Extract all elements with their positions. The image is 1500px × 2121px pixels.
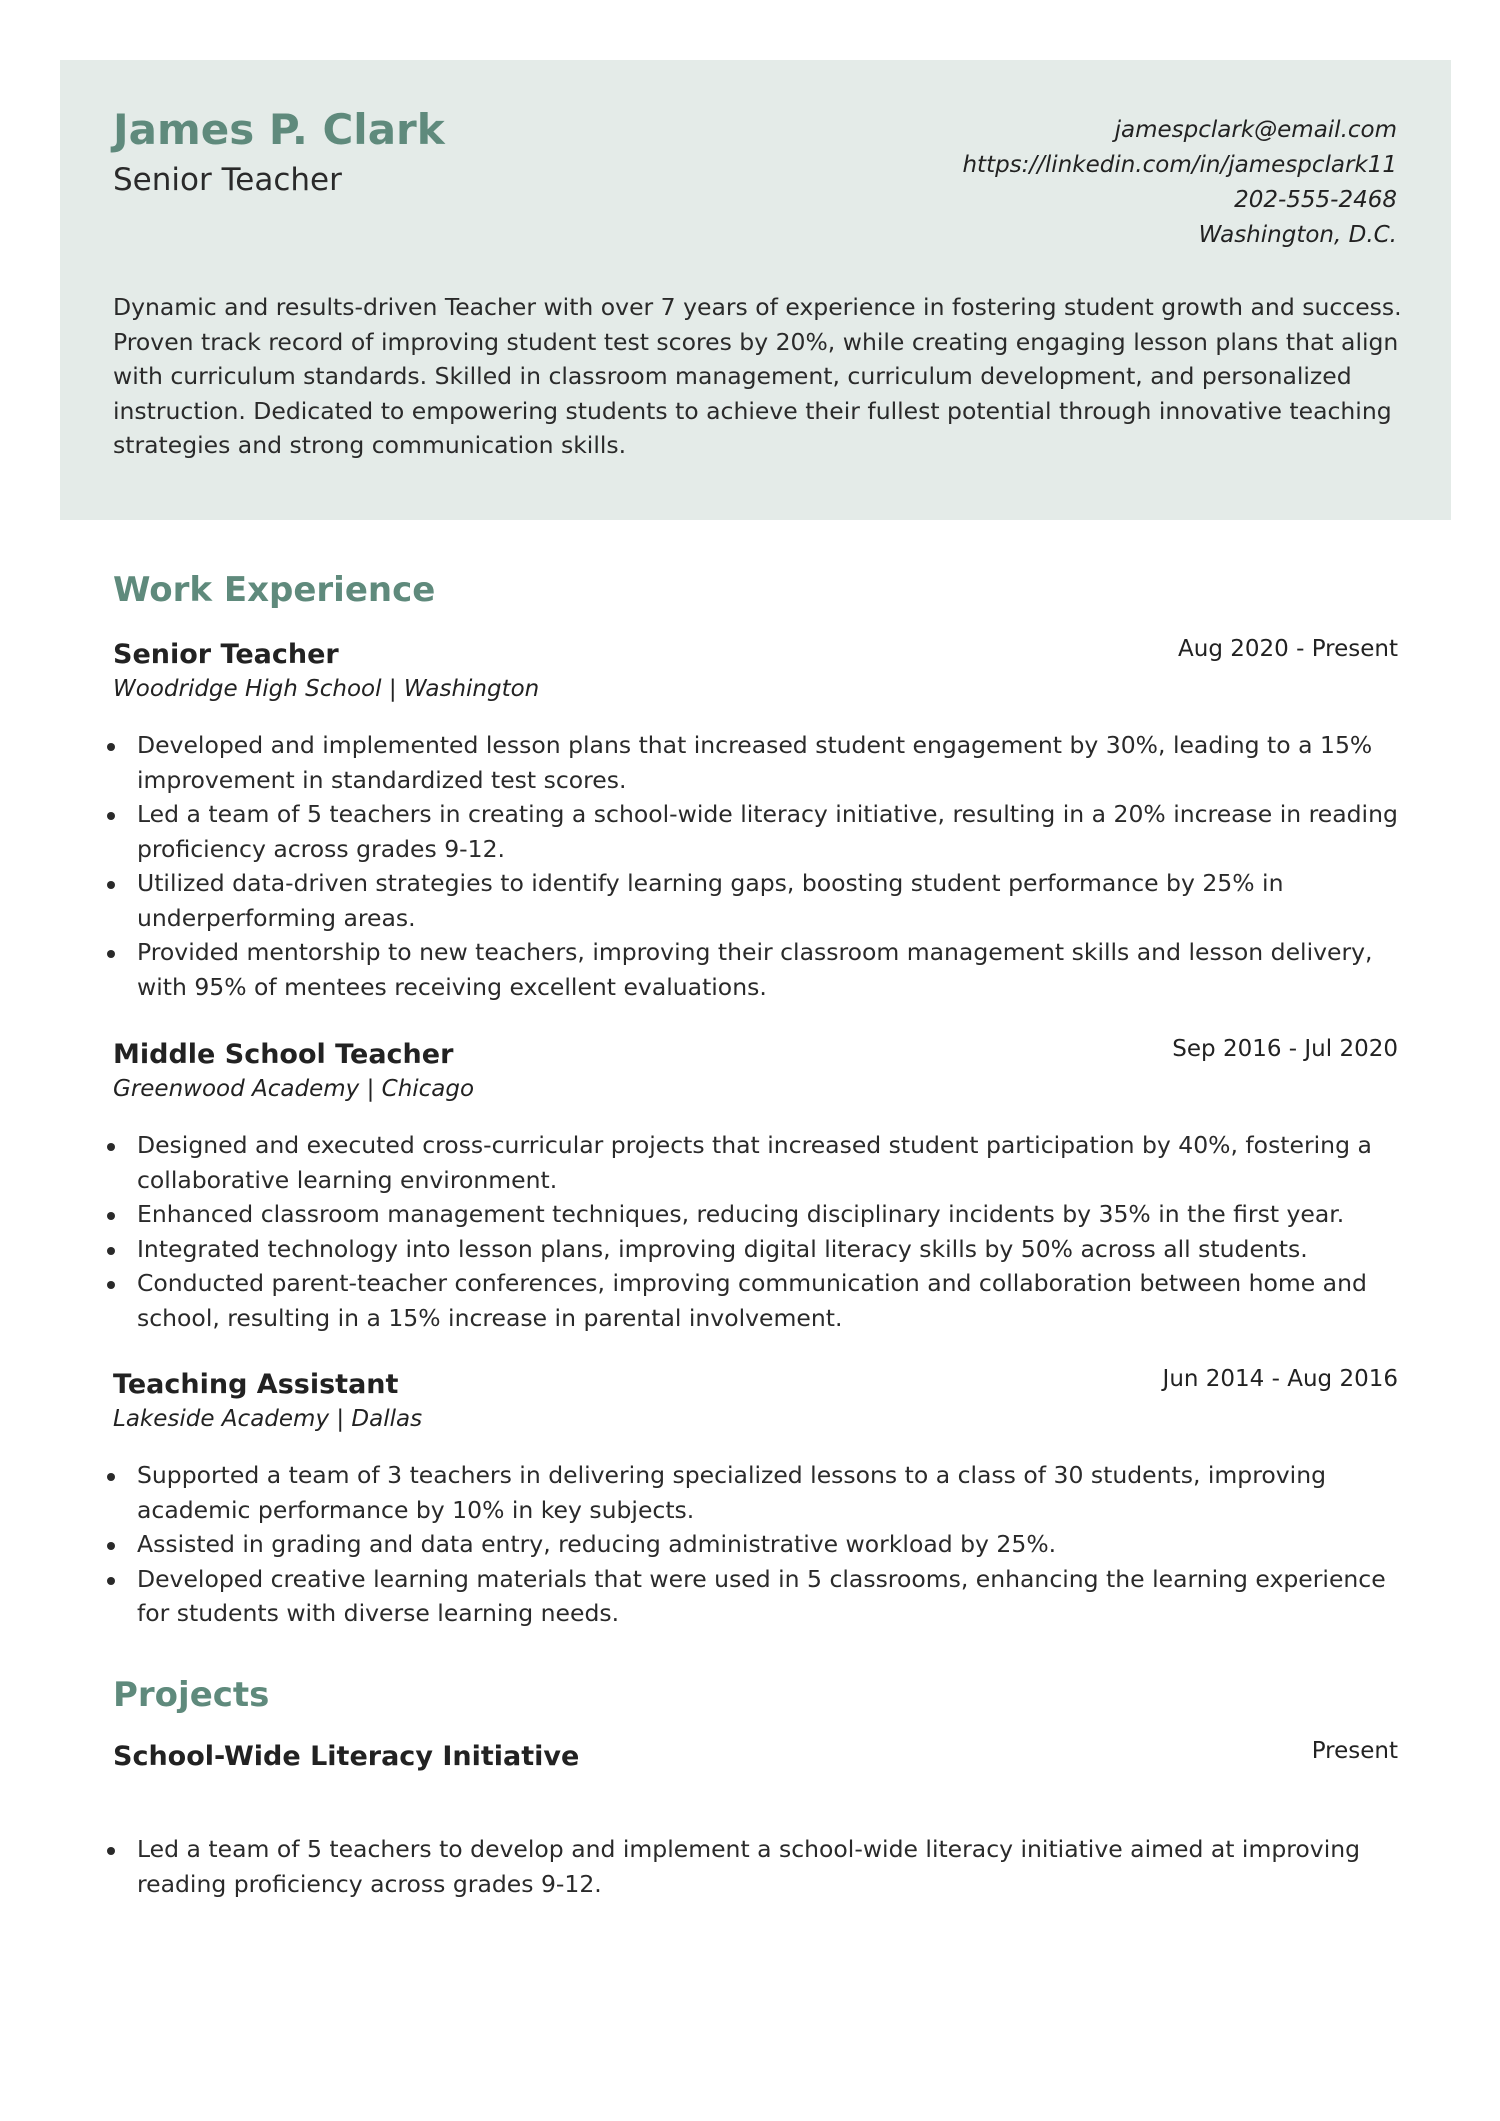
list-item: Developed and implemented lesson plans that increased student engagement by 30%, leading to a 15% improvement in standardized test scores. — [113, 728, 1398, 797]
list-item: Provided mentorship to new teachers, improving their classroom management skills and lesson delivery, with 95% of mentees receiving excellent evaluations. — [113, 935, 1398, 1004]
summary-paragraph: Dynamic and results-driven Teacher with over 7 years of experience in fostering student growth and success. Proven track record of improving student test scores by 20%, while creating engaging lesson plans that align with curriculum standards. Skilled in classroom management, curriculum development, and personalized instruction. Dedicated to empowering students to achieve their fullest potential through innovative teaching strategies and strong communication skills. — [113, 293, 1402, 459]
job-date: Sep 2016 - Jul 2020 — [1172, 1036, 1398, 1062]
job-organization: Greenwood Academy | Chicago — [113, 1076, 475, 1102]
bullet-list — [113, 1128, 1398, 1335]
job-entry — [113, 638, 1398, 1004]
projects-heading: Projects — [113, 1675, 270, 1715]
bullet-icon — [107, 1143, 115, 1151]
bullet-icon — [107, 1247, 115, 1255]
job-date: Jun 2014 - Aug 2016 — [1162, 1366, 1398, 1392]
email-link[interactable]: jamespclark@email.com — [1114, 117, 1397, 143]
list-item: Integrated technology into lesson plans, improving digital literacy skills by 50% across all students. — [113, 1232, 1398, 1267]
bullet-list — [113, 1458, 1398, 1631]
bullet-icon — [107, 1281, 115, 1289]
list-item: Led a team of 5 teachers in creating a school-wide literacy initiative, resulting in a 20% increase in reading proficiency across grades 9-12. — [113, 797, 1398, 866]
job-organization: Lakeside Academy | Dallas — [113, 1406, 423, 1432]
job-title: Middle School Teacher — [113, 1039, 454, 1070]
bullet-icon — [107, 1473, 115, 1481]
list-item: Enhanced classroom management techniques, reducing disciplinary incidents by 35% in the first year. — [113, 1197, 1398, 1232]
list-item: Led a team of 5 teachers to develop and implement a school-wide literacy initiative aimed at improving reading proficiency across grades 9-12. — [113, 1832, 1398, 1901]
job-date: Aug 2020 - Present — [1178, 636, 1398, 662]
bullet-icon — [107, 881, 115, 889]
list-item: Developed creative learning materials that were used in 5 classrooms, enhancing the learning experience for students with diverse learning needs. — [113, 1562, 1398, 1631]
candidate-title: Senior Teacher — [113, 162, 342, 198]
work-experience-heading: Work Experience — [113, 570, 436, 610]
job-title: Senior Teacher — [113, 639, 339, 670]
job-entry — [113, 1368, 1398, 1631]
bullet-icon — [107, 1212, 115, 1220]
bullet-icon — [107, 1847, 115, 1855]
job-title: Teaching Assistant — [113, 1369, 399, 1400]
job-organization: Woodridge High School | Washington — [113, 676, 540, 702]
job-entry — [113, 1038, 1398, 1335]
list-item: Supported a team of 3 teachers in delivering specialized lessons to a class of 30 students, improving academic performance by 10% in key subjects. — [113, 1458, 1398, 1527]
project-title: School-Wide Literacy Initiative — [113, 1741, 580, 1772]
bullet-icon — [107, 950, 115, 958]
bullet-icon — [107, 743, 115, 751]
bullet-list — [113, 728, 1398, 1004]
list-item: Designed and executed cross-curricular projects that increased student participation by 40%, fostering a collaborative learning environment. — [113, 1128, 1398, 1197]
bullet-icon — [107, 1577, 115, 1585]
list-item: Assisted in grading and data entry, reducing administrative workload by 25%. — [113, 1527, 1398, 1562]
candidate-name: James P. Clark — [113, 105, 445, 154]
bullet-list — [113, 1832, 1398, 1901]
contact-block — [962, 113, 1397, 253]
phone-number: 202-555-2468 — [1234, 187, 1397, 213]
bullet-icon — [107, 812, 115, 820]
project-date: Present — [1311, 1738, 1398, 1764]
location: Washington, D.C. — [1198, 222, 1397, 248]
bullet-icon — [107, 1542, 115, 1550]
linkedin-link[interactable]: https://linkedin.com/in/jamespclark11 — [962, 152, 1397, 178]
project-entry — [113, 1740, 1398, 1901]
list-item: Utilized data-driven strategies to identify learning gaps, boosting student performance by 25% in underperforming areas. — [113, 866, 1398, 935]
list-item: Conducted parent-teacher conferences, improving communication and collaboration between home and school, resulting in a 15% increase in parental involvement. — [113, 1266, 1398, 1335]
